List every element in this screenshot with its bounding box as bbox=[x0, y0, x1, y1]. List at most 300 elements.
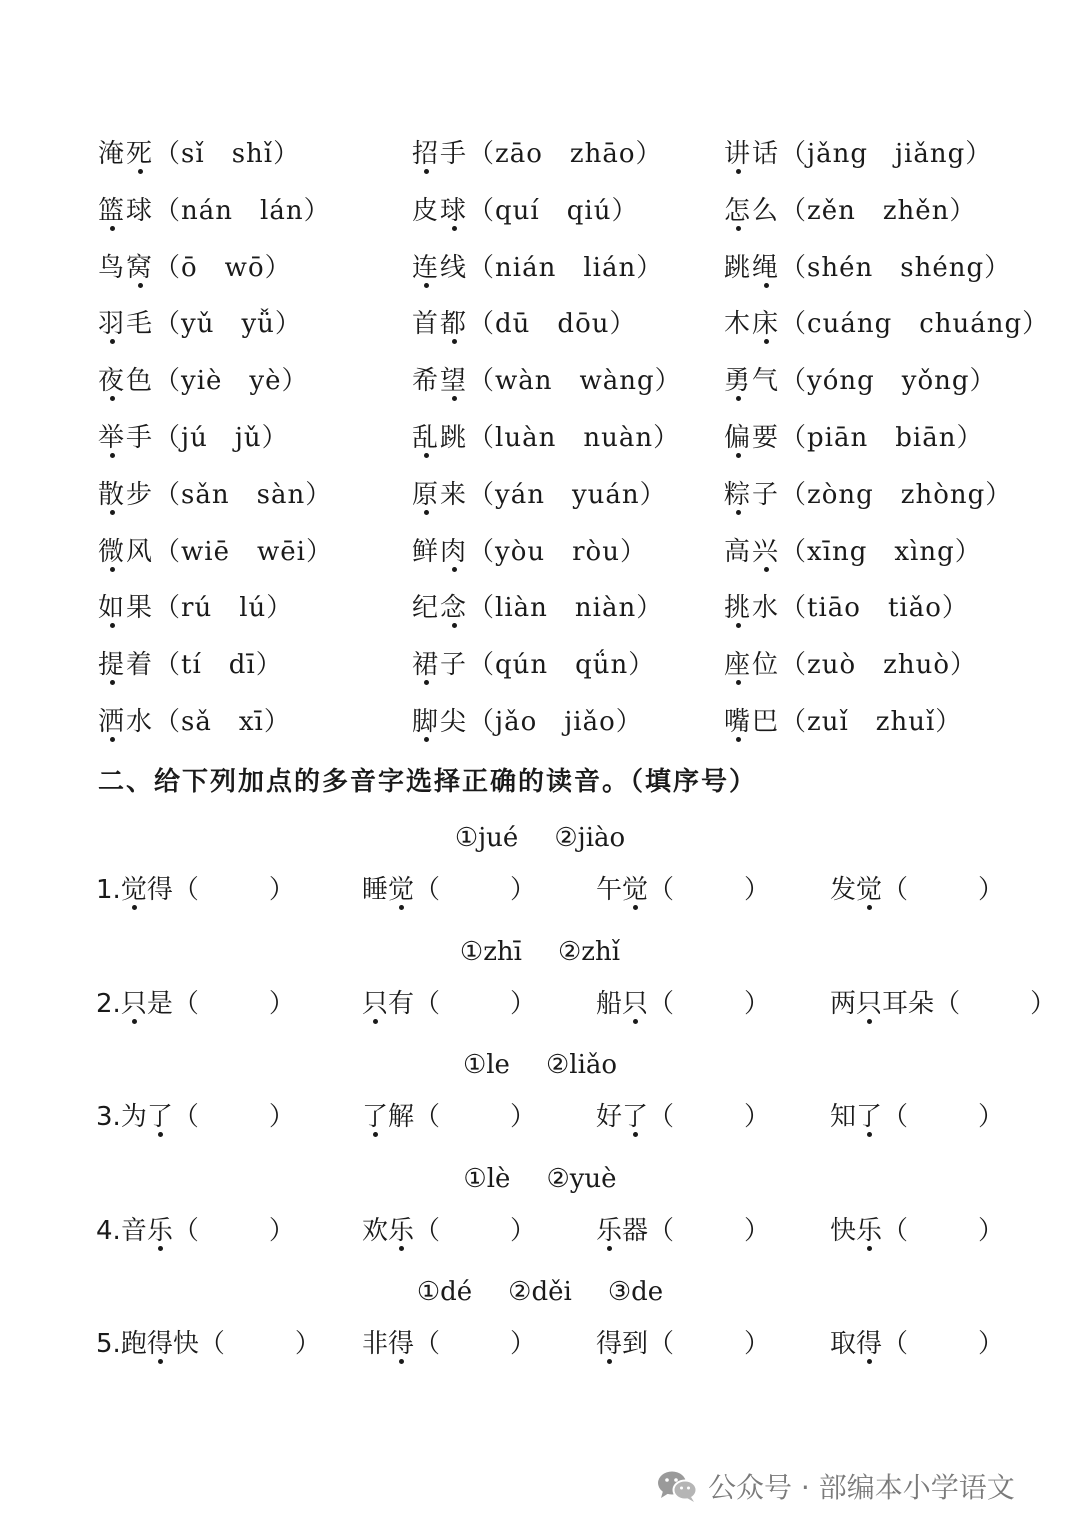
item-word bbox=[412, 650, 468, 680]
answer-paren-close: ） bbox=[510, 1329, 537, 1359]
question-item bbox=[830, 868, 1004, 912]
word-character: 子 bbox=[440, 650, 469, 681]
word-character: 手 bbox=[126, 423, 155, 453]
pinyin-choices: （liàn niàn） bbox=[468, 593, 664, 624]
reading-option: ③de bbox=[607, 1277, 664, 1307]
dotted-character: 脚 bbox=[412, 707, 441, 737]
item-word bbox=[412, 253, 468, 283]
question-word bbox=[830, 1329, 882, 1359]
answer-paren-close: ） bbox=[510, 875, 537, 905]
pinyin-item bbox=[412, 475, 667, 515]
pinyin-choices: （nán lán） bbox=[154, 195, 331, 226]
answer-paren-open: （ bbox=[648, 988, 675, 1019]
answer-paren-close: ） bbox=[268, 1102, 295, 1132]
pinyin-choices: （yǔ yǚ） bbox=[154, 309, 302, 340]
word-character: 到 bbox=[622, 1329, 649, 1359]
item-word bbox=[98, 309, 154, 339]
question-item bbox=[96, 1209, 295, 1253]
question-item bbox=[830, 982, 1056, 1026]
pinyin-item bbox=[724, 304, 1049, 344]
question-word bbox=[830, 1216, 882, 1246]
question-word bbox=[830, 989, 934, 1019]
pinyin-item bbox=[724, 134, 992, 174]
pinyin-choices: （wiē wēi） bbox=[154, 536, 333, 567]
item-word bbox=[98, 253, 154, 283]
item-word bbox=[724, 196, 780, 226]
pinyin-choices: （xīng xìng） bbox=[780, 536, 982, 567]
answer-paren-close: ） bbox=[744, 1215, 771, 1246]
reading-option: ②jiào bbox=[554, 823, 626, 853]
dotted-character: 原 bbox=[412, 479, 441, 510]
pinyin-choices: （zěn zhěn） bbox=[780, 195, 977, 226]
answer-paren-close: ） bbox=[268, 1215, 295, 1246]
dotted-character: 得 bbox=[596, 1329, 623, 1359]
pinyin-item bbox=[724, 532, 982, 572]
dotted-character: 微 bbox=[98, 536, 127, 567]
question-number: 2. bbox=[96, 988, 121, 1019]
question-word bbox=[596, 989, 648, 1019]
pinyin-choices: （yóng yǒng） bbox=[780, 366, 997, 397]
dotted-character: 望 bbox=[440, 366, 469, 397]
word-character: 色 bbox=[126, 366, 155, 397]
word-character: 风 bbox=[126, 536, 155, 567]
question-row bbox=[0, 1209, 1080, 1253]
dotted-character: 觉 bbox=[856, 875, 883, 905]
dotted-character: 肉 bbox=[440, 536, 469, 567]
pinyin-item bbox=[724, 191, 976, 231]
word-character: 知 bbox=[830, 1102, 857, 1132]
word-character: 器 bbox=[622, 1215, 649, 1246]
dotted-character: 如 bbox=[98, 593, 127, 624]
answer-paren-close: ） bbox=[294, 1329, 321, 1359]
word-character: 有 bbox=[388, 988, 415, 1019]
section-title: 二、给下列加点的多音字选择正确的读音。（填序号） bbox=[98, 767, 758, 797]
word-character: 为 bbox=[120, 1102, 147, 1132]
reading-option: ①le bbox=[462, 1050, 510, 1080]
pinyin-item bbox=[98, 588, 293, 628]
reading-option: ②liǎo bbox=[545, 1050, 618, 1080]
word-character: 朵 bbox=[908, 988, 935, 1019]
pinyin-item bbox=[724, 702, 962, 742]
answer-paren-close: ） bbox=[744, 988, 771, 1019]
item-word bbox=[98, 139, 154, 169]
reading-option: ②yuè bbox=[546, 1163, 617, 1194]
pinyin-choices: （rú lú） bbox=[154, 593, 294, 624]
item-word bbox=[412, 139, 468, 169]
question-word bbox=[596, 1102, 648, 1132]
dotted-character: 念 bbox=[440, 593, 469, 624]
pinyin-item bbox=[412, 418, 680, 458]
dotted-character: 兴 bbox=[752, 536, 781, 567]
word-character: 线 bbox=[440, 252, 469, 283]
answer-paren-open: （ bbox=[414, 1215, 441, 1246]
question-word bbox=[362, 1102, 414, 1132]
dotted-character: 举 bbox=[98, 423, 127, 453]
word-character: 水 bbox=[126, 707, 155, 737]
word-character: 发 bbox=[830, 875, 857, 905]
question-item bbox=[96, 868, 295, 912]
question-item bbox=[596, 1322, 770, 1366]
word-character: 木 bbox=[724, 309, 753, 340]
dotted-character: 乐 bbox=[146, 1215, 173, 1246]
pinyin-item bbox=[412, 645, 655, 685]
item-word bbox=[98, 537, 154, 567]
dotted-character: 招 bbox=[412, 139, 441, 169]
pinyin-item bbox=[412, 702, 643, 742]
word-character: 欢 bbox=[362, 1215, 389, 1246]
word-character: 两 bbox=[830, 988, 857, 1019]
pinyin-choices: （sǐ shǐ） bbox=[154, 139, 301, 169]
pinyin-item bbox=[98, 248, 292, 288]
word-character: 希 bbox=[412, 366, 441, 397]
answer-paren-close: ） bbox=[510, 1215, 537, 1246]
word-character: 首 bbox=[412, 309, 441, 340]
pinyin-item bbox=[412, 248, 663, 288]
answer-paren-close: ） bbox=[510, 1102, 537, 1132]
pinyin-item bbox=[98, 191, 331, 231]
dotted-character: 篮 bbox=[98, 195, 127, 226]
question-item bbox=[96, 1322, 321, 1366]
question-item bbox=[362, 868, 536, 912]
pinyin-item bbox=[98, 702, 291, 742]
dotted-character: 绳 bbox=[752, 252, 781, 283]
answer-paren-open: （ bbox=[648, 1102, 675, 1132]
dotted-character: 得 bbox=[146, 1329, 173, 1359]
answer-paren-close: ） bbox=[268, 875, 295, 905]
pinyin-row bbox=[0, 304, 1080, 344]
pinyin-item bbox=[412, 134, 662, 174]
dotted-character: 都 bbox=[440, 309, 469, 340]
pinyin-item bbox=[98, 532, 333, 572]
pinyin-item bbox=[412, 588, 663, 628]
word-character: 睡 bbox=[362, 875, 389, 905]
question-item bbox=[596, 1209, 770, 1253]
dotted-character: 只 bbox=[622, 988, 649, 1019]
footer-text: 公众号 · 部编本小学语文 bbox=[708, 1471, 1015, 1504]
question-item bbox=[362, 1095, 536, 1139]
item-word bbox=[724, 707, 780, 737]
dotted-character: 得 bbox=[856, 1329, 883, 1359]
item-word bbox=[98, 593, 154, 623]
pinyin-choices: （sǎ xī） bbox=[154, 707, 291, 737]
pinyin-choices: （yòu ròu） bbox=[468, 536, 647, 567]
question-item bbox=[96, 982, 295, 1026]
question-item bbox=[596, 982, 770, 1026]
dotted-character: 死 bbox=[126, 139, 155, 169]
word-character: 要 bbox=[752, 423, 781, 453]
dotted-character: 球 bbox=[440, 195, 469, 226]
item-word bbox=[412, 366, 468, 396]
item-word bbox=[98, 707, 154, 737]
pinyin-item bbox=[724, 361, 997, 401]
reading-option: ②děi bbox=[508, 1277, 572, 1307]
question-word bbox=[362, 875, 414, 905]
footer-watermark bbox=[656, 1466, 1015, 1506]
item-word bbox=[98, 650, 154, 680]
dotted-character: 窝 bbox=[126, 252, 155, 283]
answer-paren-open: （ bbox=[414, 988, 441, 1019]
question-row bbox=[0, 1095, 1080, 1139]
pinyin-item bbox=[98, 418, 289, 458]
dotted-character: 乐 bbox=[856, 1215, 883, 1246]
answer-paren-open: （ bbox=[414, 875, 441, 905]
word-character: 子 bbox=[752, 479, 781, 510]
question-word bbox=[596, 1216, 648, 1246]
question-word bbox=[362, 1329, 414, 1359]
item-word bbox=[724, 650, 780, 680]
pinyin-item bbox=[98, 361, 309, 401]
question-item bbox=[96, 1095, 295, 1139]
dotted-character: 连 bbox=[412, 252, 441, 283]
pinyin-item bbox=[412, 191, 638, 231]
item-word bbox=[98, 196, 154, 226]
pinyin-choices: （tí dī） bbox=[154, 650, 283, 681]
dotted-character: 了 bbox=[362, 1102, 389, 1132]
pinyin-item bbox=[98, 475, 332, 515]
word-character: 水 bbox=[752, 593, 781, 624]
question-row bbox=[0, 868, 1080, 912]
answer-paren-close: ） bbox=[978, 1329, 1005, 1359]
pinyin-choices: （zòng zhòng） bbox=[780, 479, 1013, 510]
answer-paren-open: （ bbox=[648, 1215, 675, 1246]
reading-options bbox=[0, 818, 1080, 858]
dotted-character: 提 bbox=[98, 650, 127, 681]
question-item bbox=[830, 1095, 1004, 1139]
pinyin-item bbox=[412, 532, 647, 572]
pinyin-choices: （jú jǔ） bbox=[154, 423, 289, 453]
pinyin-item bbox=[98, 645, 283, 685]
dotted-character: 嘴 bbox=[724, 707, 753, 737]
pinyin-choices: （zāo zhāo） bbox=[468, 139, 663, 169]
dotted-character: 得 bbox=[388, 1329, 415, 1359]
answer-paren-open: （ bbox=[882, 875, 909, 905]
answer-paren-close: ） bbox=[268, 988, 295, 1019]
pinyin-row bbox=[0, 191, 1080, 231]
answer-paren-close: ） bbox=[978, 1215, 1005, 1246]
answer-paren-close: ） bbox=[1030, 988, 1057, 1019]
dotted-character: 羽 bbox=[98, 309, 127, 340]
item-word bbox=[724, 423, 780, 453]
question-word bbox=[830, 1102, 882, 1132]
item-word bbox=[724, 480, 780, 510]
answer-paren-open: （ bbox=[172, 1102, 199, 1132]
pinyin-choices: （qún qǘn） bbox=[468, 650, 656, 681]
answer-paren-close: ） bbox=[978, 875, 1005, 905]
dotted-character: 了 bbox=[856, 1102, 883, 1132]
word-character: 淹 bbox=[98, 139, 127, 169]
answer-paren-open: （ bbox=[882, 1215, 909, 1246]
word-character: 非 bbox=[362, 1329, 389, 1359]
word-character: 皮 bbox=[412, 195, 441, 226]
word-character: 耳 bbox=[882, 988, 909, 1019]
answer-paren-open: （ bbox=[172, 875, 199, 905]
question-word bbox=[121, 875, 173, 905]
dotted-character: 粽 bbox=[724, 479, 753, 510]
pinyin-choices: （yán yuán） bbox=[468, 479, 667, 510]
word-character: 高 bbox=[724, 536, 753, 567]
dotted-character: 乐 bbox=[388, 1215, 415, 1246]
dotted-character: 散 bbox=[98, 479, 127, 510]
pinyin-choices: （yiè yè） bbox=[154, 366, 309, 397]
dotted-character: 只 bbox=[362, 988, 389, 1019]
reading-option: ①dé bbox=[416, 1277, 473, 1307]
reading-option: ②zhǐ bbox=[558, 936, 621, 967]
question-number: 5. bbox=[96, 1329, 121, 1359]
question-word bbox=[830, 875, 882, 905]
question-word bbox=[121, 1329, 199, 1359]
item-word bbox=[724, 309, 780, 339]
question-item bbox=[830, 1209, 1004, 1253]
answer-paren-open: （ bbox=[648, 1329, 675, 1359]
pinyin-item bbox=[412, 304, 636, 344]
word-character: 纪 bbox=[412, 593, 441, 624]
dotted-character: 洒 bbox=[98, 707, 127, 737]
answer-paren-close: ） bbox=[744, 1102, 771, 1132]
pinyin-choices: （sǎn sàn） bbox=[154, 479, 333, 510]
reading-options bbox=[0, 1159, 1080, 1199]
item-word bbox=[98, 366, 154, 396]
dotted-character: 觉 bbox=[388, 875, 415, 905]
word-character: 球 bbox=[126, 195, 155, 226]
word-character: 快 bbox=[830, 1215, 857, 1246]
item-word bbox=[412, 480, 468, 510]
word-character: 鸟 bbox=[98, 252, 127, 283]
word-character: 跳 bbox=[440, 423, 469, 453]
dotted-character: 乐 bbox=[596, 1215, 623, 1246]
word-character: 跳 bbox=[724, 252, 753, 283]
reading-option: ①zhī bbox=[459, 936, 522, 967]
word-character: 尖 bbox=[440, 707, 469, 737]
question-item bbox=[596, 1095, 770, 1139]
word-character: 手 bbox=[440, 139, 469, 169]
pinyin-choices: （zuò zhuò） bbox=[780, 650, 977, 681]
pinyin-item bbox=[98, 304, 302, 344]
reading-options bbox=[0, 1045, 1080, 1085]
word-character: 午 bbox=[596, 875, 623, 905]
answer-paren-close: ） bbox=[978, 1102, 1005, 1132]
dotted-character: 讲 bbox=[724, 139, 753, 169]
dotted-character: 觉 bbox=[120, 875, 147, 905]
word-character: 气 bbox=[752, 366, 781, 397]
pinyin-choices: （zuǐ zhuǐ） bbox=[780, 707, 963, 737]
pinyin-row bbox=[0, 532, 1080, 572]
dotted-character: 只 bbox=[120, 988, 147, 1019]
question-word bbox=[596, 1329, 648, 1359]
pinyin-choices: （shén shéng） bbox=[780, 252, 1012, 283]
item-word bbox=[98, 480, 154, 510]
pinyin-choices: （piān biān） bbox=[780, 423, 984, 453]
pinyin-choices: （jǎo jiǎo） bbox=[468, 707, 643, 737]
dotted-character: 只 bbox=[856, 988, 883, 1019]
pinyin-row bbox=[0, 248, 1080, 288]
word-character: 好 bbox=[596, 1102, 623, 1132]
dotted-character: 床 bbox=[752, 309, 781, 340]
dotted-character: 勇 bbox=[724, 366, 753, 397]
dotted-character: 裙 bbox=[412, 650, 441, 681]
word-character: 毛 bbox=[126, 309, 155, 340]
dotted-character: 夜 bbox=[98, 366, 127, 397]
dotted-character: 怎 bbox=[724, 195, 753, 226]
question-word bbox=[596, 875, 648, 905]
item-word bbox=[98, 423, 154, 453]
word-character: 来 bbox=[440, 479, 469, 510]
pinyin-row bbox=[0, 588, 1080, 628]
word-character: 取 bbox=[830, 1329, 857, 1359]
item-word bbox=[724, 593, 780, 623]
dotted-character: 偏 bbox=[724, 423, 753, 453]
answer-paren-close: ） bbox=[510, 988, 537, 1019]
word-character: 跑 bbox=[120, 1329, 147, 1359]
item-word bbox=[412, 593, 468, 623]
word-character: 鲜 bbox=[412, 536, 441, 567]
question-number: 1. bbox=[96, 875, 121, 905]
pinyin-choices: （quí qiú） bbox=[468, 195, 639, 226]
question-item bbox=[830, 1322, 1004, 1366]
dotted-character: 座 bbox=[724, 650, 753, 681]
dotted-character: 乱 bbox=[412, 423, 441, 453]
answer-paren-open: （ bbox=[414, 1329, 441, 1359]
question-row bbox=[0, 1322, 1080, 1366]
word-character: 着 bbox=[126, 650, 155, 681]
item-word bbox=[412, 537, 468, 567]
question-item bbox=[362, 1209, 536, 1253]
item-word bbox=[724, 139, 780, 169]
pinyin-item bbox=[724, 418, 983, 458]
dotted-character: 了 bbox=[146, 1102, 173, 1132]
question-row bbox=[0, 982, 1080, 1026]
pinyin-choices: （tiāo tiǎo） bbox=[780, 593, 969, 624]
reading-options bbox=[0, 1272, 1080, 1312]
question-item bbox=[362, 1322, 536, 1366]
dotted-character: 觉 bbox=[622, 875, 649, 905]
word-character: 位 bbox=[752, 650, 781, 681]
reading-option: ①jué bbox=[454, 823, 519, 853]
question-word bbox=[362, 989, 414, 1019]
pinyin-row bbox=[0, 361, 1080, 401]
answer-paren-open: （ bbox=[882, 1102, 909, 1132]
pinyin-choices: （luàn nuàn） bbox=[468, 423, 681, 453]
pinyin-choices: （dū dōu） bbox=[468, 309, 637, 340]
pinyin-choices: （ō wō） bbox=[154, 252, 292, 283]
pinyin-choices: （cuáng chuáng） bbox=[780, 309, 1050, 340]
answer-paren-open: （ bbox=[414, 1102, 441, 1132]
pinyin-item bbox=[724, 645, 977, 685]
wechat-icon bbox=[656, 1469, 698, 1503]
question-word bbox=[121, 1102, 173, 1132]
word-character: 话 bbox=[752, 139, 781, 169]
pinyin-choices: （wàn wàng） bbox=[468, 366, 682, 397]
word-character: 快 bbox=[172, 1329, 199, 1359]
word-character: 音 bbox=[120, 1215, 147, 1246]
word-character: 船 bbox=[596, 988, 623, 1019]
answer-paren-close: ） bbox=[744, 1329, 771, 1359]
answer-paren-open: （ bbox=[198, 1329, 225, 1359]
question-number: 4. bbox=[96, 1215, 121, 1246]
word-character: 巴 bbox=[752, 707, 781, 737]
answer-paren-open: （ bbox=[934, 988, 961, 1019]
answer-paren-open: （ bbox=[172, 1215, 199, 1246]
answer-paren-open: （ bbox=[172, 988, 199, 1019]
answer-paren-open: （ bbox=[648, 875, 675, 905]
item-word bbox=[724, 253, 780, 283]
item-word bbox=[412, 309, 468, 339]
pinyin-row bbox=[0, 418, 1080, 458]
pinyin-row bbox=[0, 645, 1080, 685]
reading-option: ①lè bbox=[463, 1163, 511, 1194]
word-character: 步 bbox=[126, 479, 155, 510]
question-number: 3. bbox=[96, 1102, 121, 1132]
word-character: 么 bbox=[752, 195, 781, 226]
